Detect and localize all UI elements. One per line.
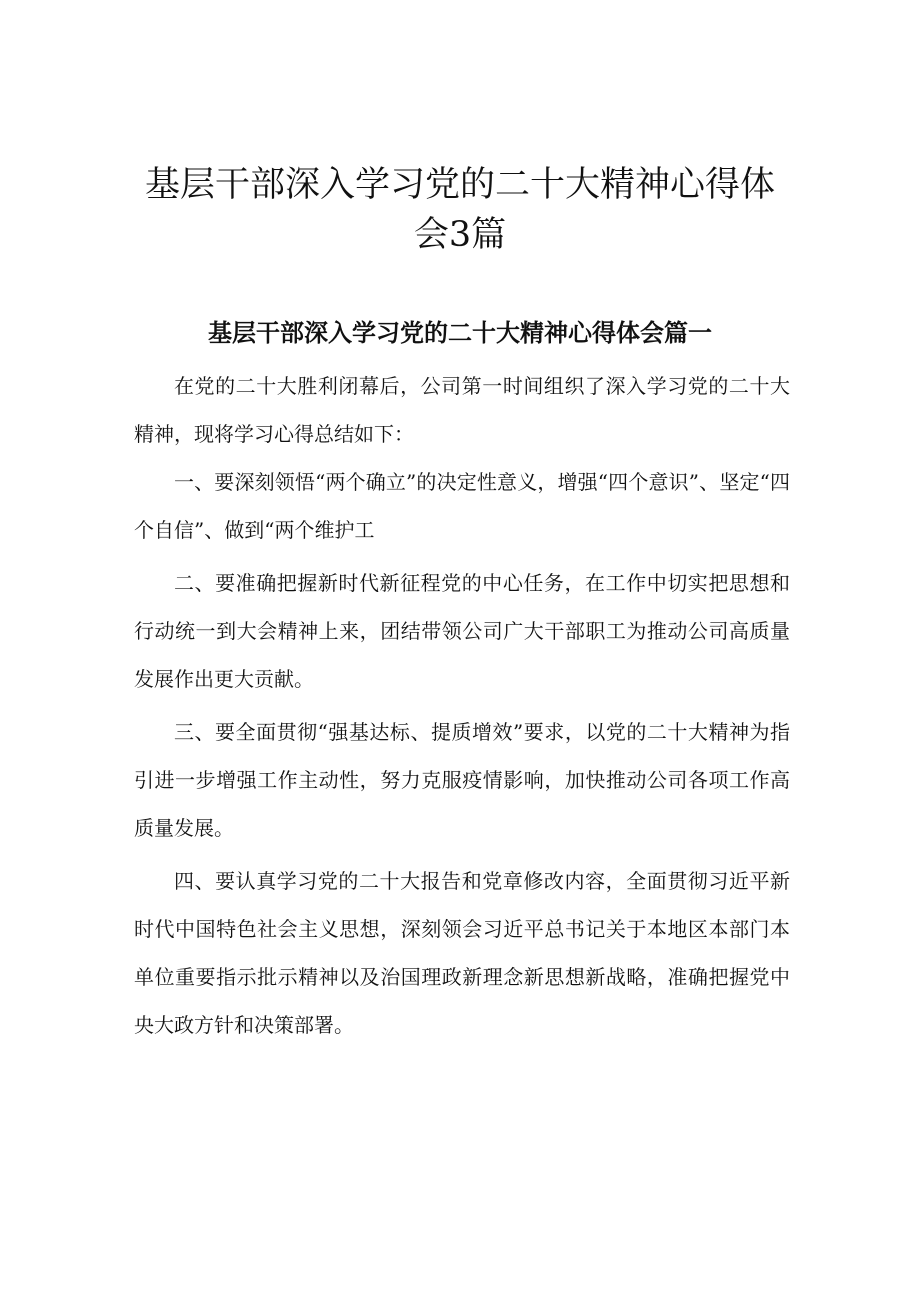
paragraph-point-2: 二、要准确把握新时代新征程党的中心任务，在工作中切实把思想和行动统一到大会精神上来，团结带领公司广大干部职工为推动公司高质量发展作出更大贡献。 bbox=[134, 571, 790, 691]
document-title bbox=[120, 160, 800, 260]
document-body bbox=[134, 362, 790, 1054]
paragraph-point-4: 四、要认真学习党的二十大报告和党章修改内容，全面贯彻习近平新时代中国特色社会主义思想，深刻领会习近平总书记关于本地区本部门本单位重要指示批示精神以及治国理政新理念新思想新战略，准确把握党中央大政方针和决策部署。 bbox=[134, 869, 790, 1037]
paragraph-intro: 在党的二十大胜利闭幕后，公司第一时间组织了深入学习党的二十大精神，现将学习心得总结如下： bbox=[134, 374, 790, 446]
paragraph-point-3: 三、要全面贯彻“强基达标、提质增效”要求，以党的二十大精神为指引进一步增强工作主动性，努力克服疫情影响，加快推动公司各项工作高质量发展。 bbox=[134, 720, 790, 840]
section-heading: 基层干部深入学习党的二十大精神心得体会篇一 bbox=[208, 319, 712, 347]
document-title-line-1: 基层干部深入学习党的二十大精神心得体 bbox=[144, 165, 775, 205]
document-title-line-2: 会3篇 bbox=[413, 215, 507, 255]
paragraph-point-1: 一、要深刻领悟“两个确立”的决定性意义，增强“四个意识”、坚定“四个自信”、做到“两个维护工 bbox=[134, 470, 790, 542]
